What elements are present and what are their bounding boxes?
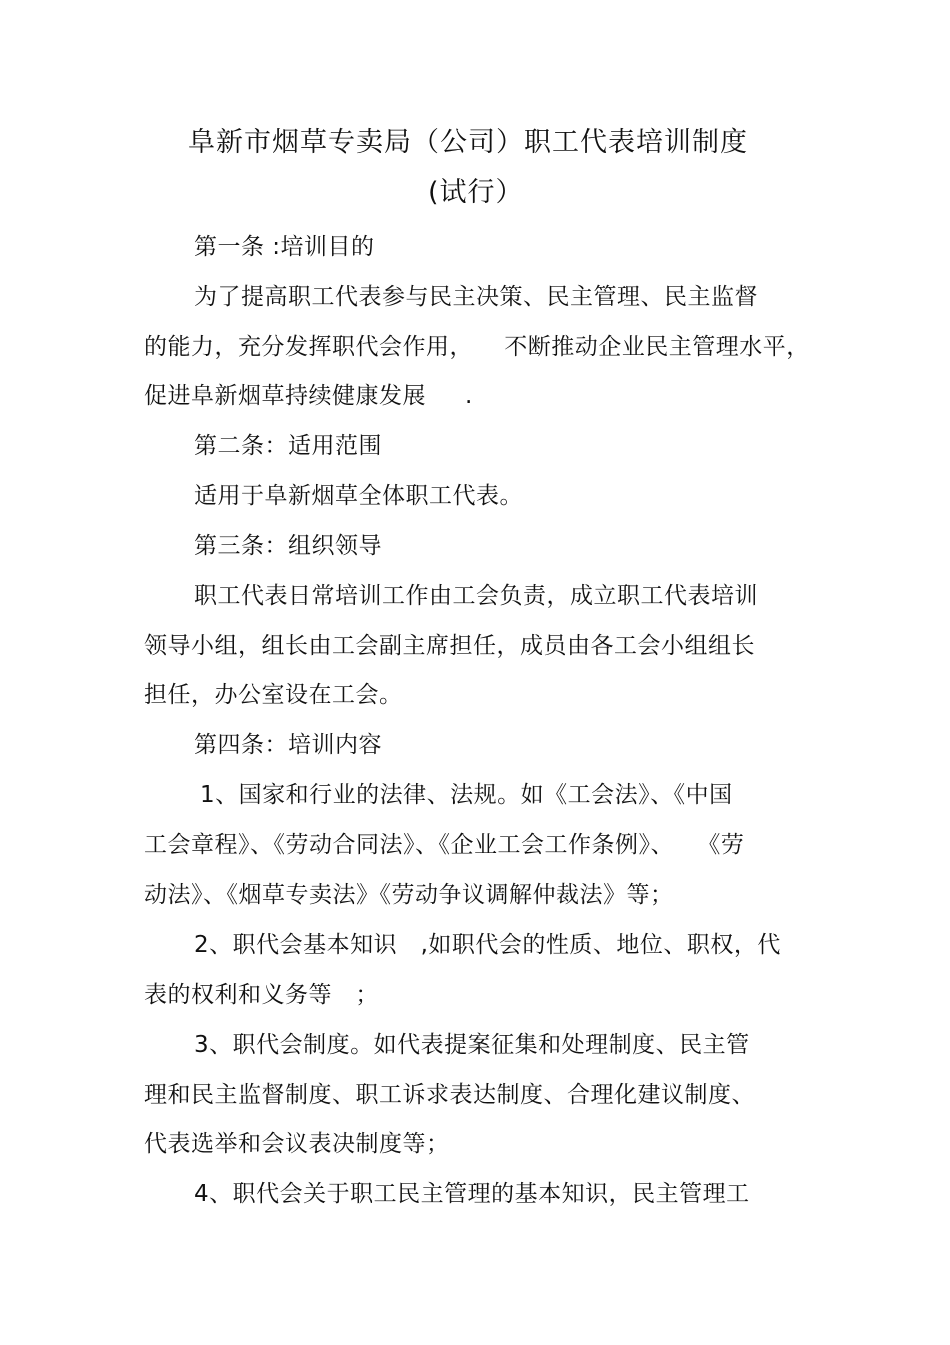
- paragraph-line: 表的权利和义务等 ；: [144, 982, 379, 1008]
- paragraph-line: 4、职代会关于职工民主管理的基本知识，民主管理工: [194, 1181, 750, 1207]
- document-subtitle: (试行）: [428, 177, 524, 208]
- article-4-heading: 第四条：培训内容: [194, 732, 382, 758]
- paragraph-line: 职工代表日常培训工作由工会负责，成立职工代表培训: [194, 583, 758, 609]
- paragraph-line: 为了提高职工代表参与民主决策、民主管理、民主监督: [194, 284, 758, 310]
- article-2-heading: 第二条：适用范围: [194, 433, 382, 459]
- paragraph-line: 担任，办公室设在工会。: [144, 682, 403, 708]
- paragraph-line: 3、职代会制度。如代表提案征集和处理制度、民主管: [194, 1032, 750, 1058]
- paragraph-line: 工会章程》、《劳动合同法》、《企业工会工作条例》、 《劳: [144, 832, 745, 858]
- paragraph-line: 动法》、《烟草专卖法》《劳动争议调解仲裁法》等；: [144, 882, 674, 908]
- document-title: 阜新市烟草专卖局（公司）职工代表培训制度: [188, 127, 748, 158]
- paragraph-line: 的能力，充分发挥职代会作用， 不断推动企业民主管理水平，: [144, 334, 810, 360]
- paragraph-line: 适用于阜新烟草全体职工代表。: [194, 483, 523, 509]
- paragraph-line: 促进阜新烟草持续健康发展 .: [144, 383, 473, 409]
- article-3-heading: 第三条：组织领导: [194, 533, 382, 559]
- article-1-heading: 第一条 :培训目的: [194, 234, 375, 260]
- paragraph-line: 理和民主监督制度、职工诉求表达制度、合理化建议制度、: [144, 1082, 755, 1108]
- paragraph-line: 领导小组，组长由工会副主席担任，成员由各工会小组组长: [144, 633, 755, 659]
- paragraph-line: 1、国家和行业的法律、法规。如《工会法》、《中国: [200, 782, 733, 808]
- paragraph-line: 2、职代会基本知识 ,如职代会的性质、地位、职权，代: [194, 932, 781, 958]
- paragraph-line: 代表选举和会议表决制度等；: [144, 1131, 450, 1157]
